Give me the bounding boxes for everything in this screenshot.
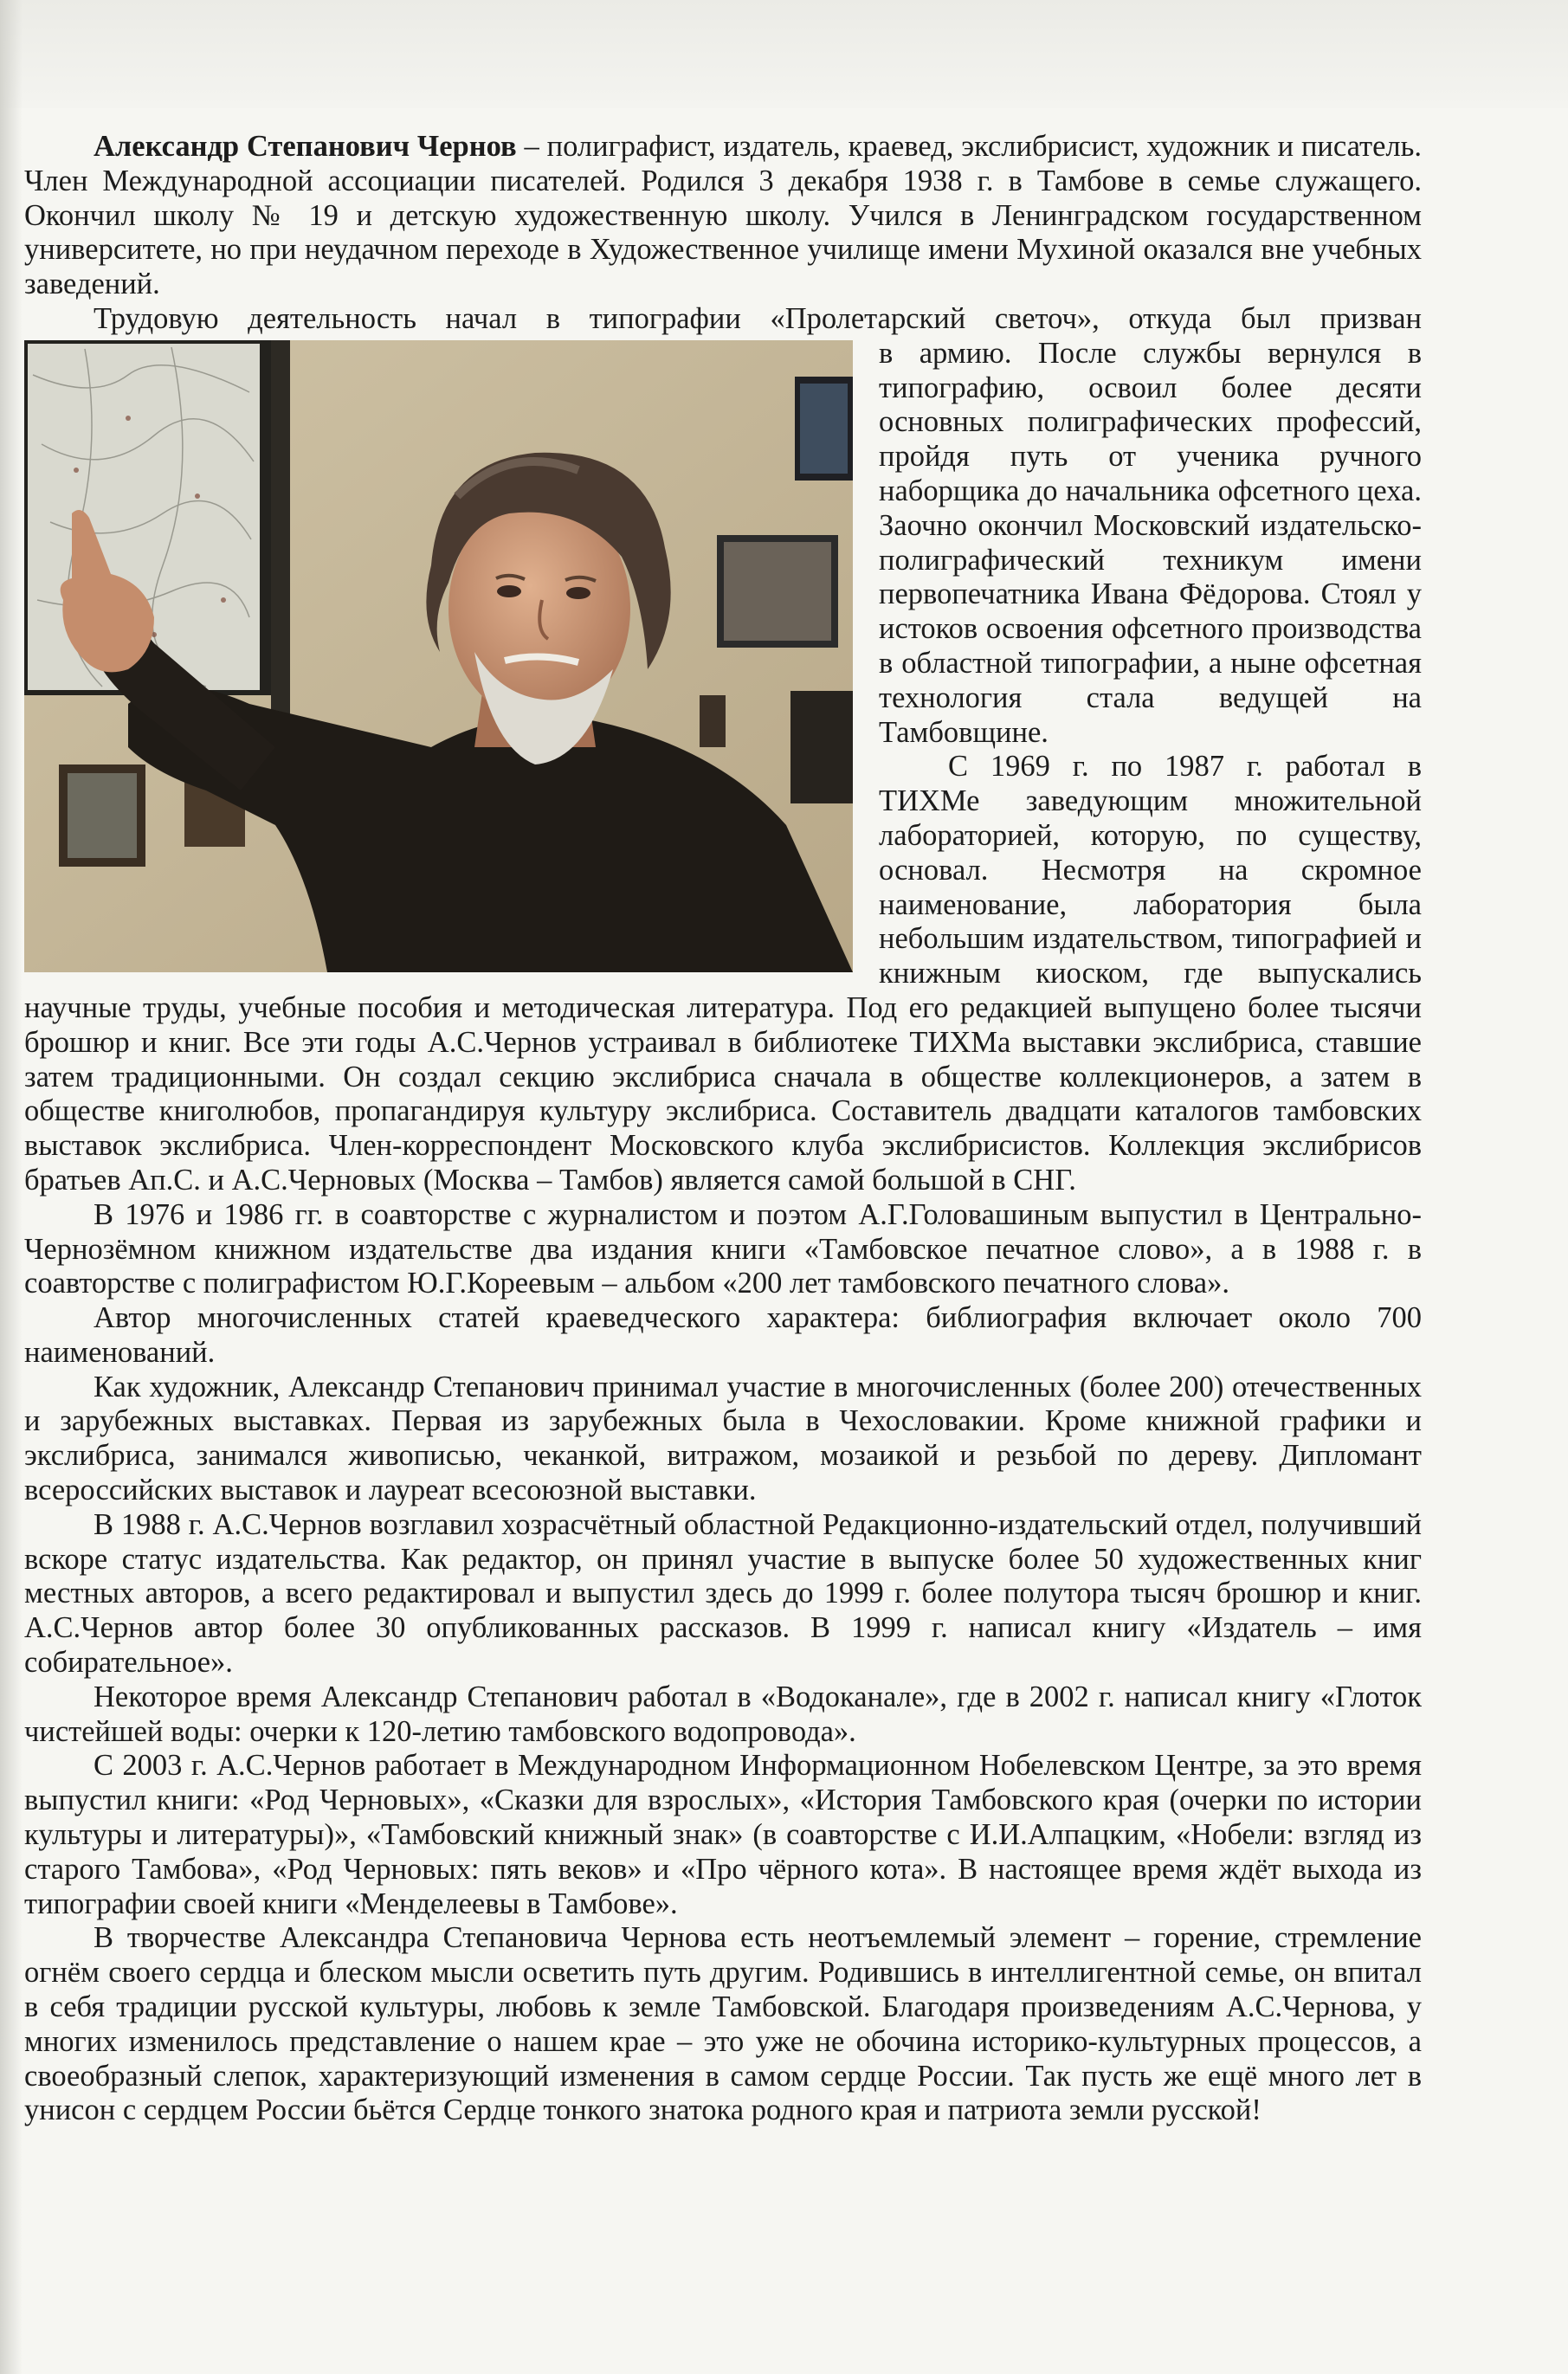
paragraph-7: В 1988 г. А.С.Чернов возглавил хозрасчётный областной Редакционно-издательский отдел, получивший вскоре статус издательства. Как редактор, он принял участие в выпуске более 50 художественных книг местных авторов, а всего редактировал и выпустил здесь до 1999 г. более полутора тысяч брошюр и книг. А.С.Чернов автор более 30 опубликованных рассказов. В 1999 г. написал книгу «Издатель – имя собирательное». <box>24 1507 1422 1680</box>
paragraph-6: Как художник, Александр Степанович принимал участие в многочисленных (более 200) отечественных и зарубежных выставках. Первая из зарубежных была в Чехословакии. Кроме книжной графики и экслибриса, занимался живописью, чеканкой, витражом, мозаикой и резьбой по дереву. Дипломант всероссийских выставок и лауреат всесоюзной выставки. <box>24 1370 1422 1507</box>
scan-top-margin <box>0 0 1568 108</box>
paragraph-9: С 2003 г. А.С.Чернов работает в Международном Информационном Нобелевском Центре, за это время выпустил книги: «Род Черновых», «Сказки для взрослых», «История Тамбовского края (очерки по истории культуры и литературы)», «Тамбовский книжный знак» (в соавторстве с И.И.Алпацким, «Нобели: взгляд из старого Тамбова», «Род Черновых: пять веков» и «Про чёрного кота». В настоящее время ждёт выхода из типографии своей книги «Менделеевы в Тамбове». <box>24 1749 1422 1920</box>
paragraph-10: В творчестве Александра Степановича Чернова есть неотъемлемый элемент – горение, стремление огнём своего сердца и блеском мысли осветить путь другим. Родившись в интеллигентной семье, он впитал в себя традиции русской культуры, любовь к земле Тамбовской. Благодаря произведениям А.С.Чернова, у многих изменилось представление о нашем крае – это уже не обочина историко-культурных процессов, а своеобразный слепок, характеризующий изменения в самом сердце России. Так пусть же ещё много лет в унисон с сердцем России бьётся Сердце тонкого знатока родного края и патриота земли русской! <box>24 1921 1422 2127</box>
paragraph-3: С 1969 г. по 1987 г. работал в ТИХМе заведующим множительной лабораторией, которую, по существу, основал. Несмотря на скромное наименование, лаборатория была небольшим издательством, типографией и книжным киоском, где выпускались научные труды, учебные пособия и методическая литература. Под его редакцией выпущено более тысячи брошюр и книг. Все эти годы А.С.Чернов устраивал в библиотеке ТИХМа выставки экслибриса, ставшие затем традиционными. Он создал секцию экслибриса сначала в обществе коллекционеров, а затем в обществе книголюбов, пропагандируя культуру экслибриса. Составитель двадцати каталогов тамбовских выставок экслибриса. Член-корреспондент Московского клуба экслибрисистов. Коллекция экслибрисов братьев Ап.С. и А.С.Черновых (Москва – Тамбов) является самой большой в СНГ. <box>24 750 1422 1197</box>
paragraph-8: Некоторое время Александр Степанович работал в «Водоканале», где в 2002 г. написал книгу «Глоток чистейшей воды: очерки к 120-летию тамбовского водопровода». <box>24 1680 1422 1748</box>
paragraph-5: Автор многочисленных статей краеведческого характера: библиография включает около 700 наименований. <box>24 1301 1422 1369</box>
paragraph-intro <box>24 130 1422 302</box>
binding-shadow <box>0 0 23 2374</box>
paragraph-2-first-line: Трудовую деятельность начал в типографии «Пролетарский светоч», откуда был призван <box>94 301 1422 335</box>
intro-text: – полиграфист, издатель, краевед, экслибрисист, художник и писатель. Член Международной ассоциации писателей. Родился 3 декабря 1938 г. в Тамбове в семье служащего. Окончил школу № 19 и детскую художественную школу. Учился в Ленинградском государственном университете, но при неудачном переходе в Художественное училище имени Мухиной оказался вне учебных заведений. <box>24 130 1422 301</box>
paragraph-2: в армию. После службы вернулся в типографию, освоил более десяти основных полиграфических профессий, пройдя путь от ученика ручного наборщика до начальника офсетного цеха. Заочно окончил Московский издательско-полиграфический техникум имени первопечатника Ивана Фёдорова. Стоял у истоков освоения офсетного производства в областной типографии, а ныне офсетная технология стала ведущей на Тамбовщине. <box>879 336 1422 749</box>
portrait-photograph <box>24 340 853 972</box>
article-body <box>24 130 1422 2128</box>
author-photo <box>24 340 853 972</box>
author-name: Александр Степанович Чернов <box>94 130 517 163</box>
paragraph-4: В 1976 и 1986 гг. в соавторстве с журналистом и поэтом А.Г.Головашиным выпустил в Центрально-Чернозёмном книжном издательстве два издания книги «Тамбовское печатное слово», а в 1988 г. в соавторстве с полиграфистом Ю.Г.Кореевым – альбом «200 лет тамбовского печатного слова». <box>24 1197 1422 1300</box>
